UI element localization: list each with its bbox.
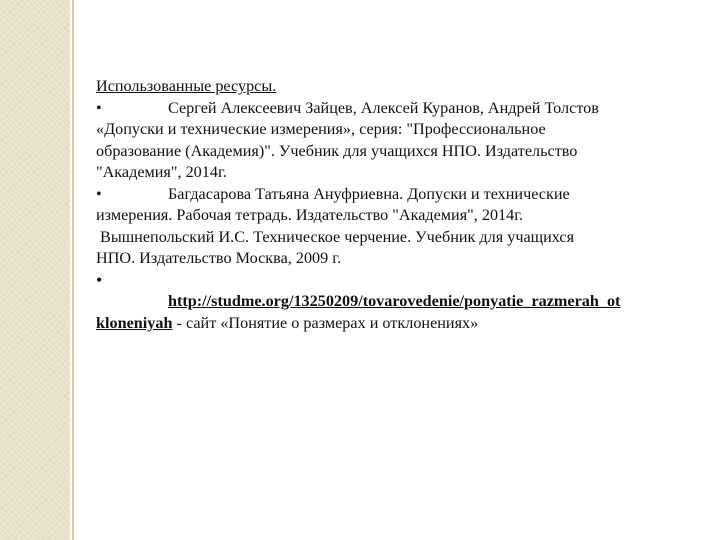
item-1-line-1: Сергей Алексеевич Зайцев, Алексей Куранов, Андрей Толстов [168, 98, 599, 117]
list-item [96, 184, 686, 206]
page-title: Использованные ресурсы. [96, 77, 277, 95]
bullet-icon: • [96, 98, 102, 117]
decorative-side-line [72, 0, 74, 540]
resources-text-block [96, 76, 686, 334]
link-description: - сайт «Понятие о размерах и отклонениях» [172, 313, 479, 332]
list-item [96, 98, 686, 120]
bullet-icon: • [96, 184, 102, 203]
item-1-line-4: "Академия", 2014г. [96, 163, 227, 181]
item-2-line-1: Багдасарова Татьяна Ануфриевна. Допуски и технические [168, 184, 570, 203]
item-3-line-1: Вышнепольский И.С. Техническое черчение. Учебник для учащихся [96, 227, 575, 246]
bullet-icon: • [96, 269, 103, 290]
item-2-line-2: измерения. Рабочая тетрадь. Издательство "Академия", 2014г. [96, 206, 524, 224]
resource-link-part-2[interactable]: kloneniyah [96, 313, 173, 332]
item-1-line-2: «Допуски и технические измерения», серия: "Профессиональное [96, 120, 546, 138]
decorative-side-strip [0, 0, 70, 540]
item-1-line-3: образование (Академия)". Учебник для учащихся НПО. Издательство [96, 141, 578, 160]
resource-link-part-1[interactable]: http://studme.org/13250209/tovarovedenie/ponyatie_razmerah_ot [168, 292, 621, 310]
item-3-line-2: НПО. Издательство Москва, 2009 г. [96, 249, 342, 267]
